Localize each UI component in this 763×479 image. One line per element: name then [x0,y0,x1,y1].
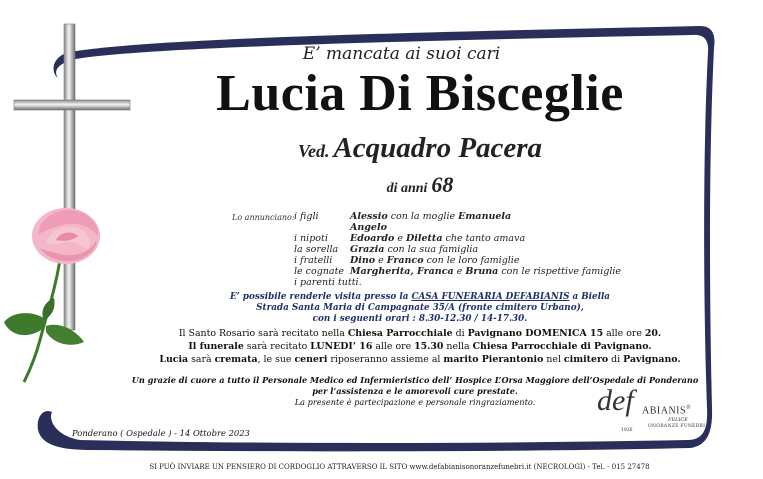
logo-name-text: ABIANIS [642,405,687,417]
announce-label: Lo annunciano: [232,213,295,222]
member-text: e [453,266,466,277]
relation: i nipoti [294,233,328,244]
member-text: con le rispettive famiglie [498,266,622,277]
member-name: Diletta [406,233,443,244]
logo-sub-2: ONORANZE FUNEBRI [648,424,706,429]
list-item [350,233,621,244]
age-value: 68 [431,172,454,197]
visit-line-1 [150,292,690,303]
member-name: Grazia [350,244,385,255]
logo-sub-1: FELICE [668,417,688,423]
list-item [350,255,621,266]
married-surname: Acquadro Pacera [333,132,543,164]
member-name: Dino [350,255,376,266]
family-members [350,211,621,277]
relation: i fratelli [294,255,333,266]
rosary-line: Il Santo Rosario sarà recitato nella Chiesa Parrocchiale di Pavignano DOMENICA 15 alle ore 20. [178,328,662,339]
member-text: che tanto amava [442,233,526,244]
age-prefix: di anni [386,181,428,196]
member-name: Margherita, Franca [350,266,454,277]
relation: i figli [294,211,319,222]
member-text: e [375,255,387,266]
funeral-line: Il funerale sarà recitato LUNEDI’ 16 alle ore 15.30 nella Chiesa Parrocchiale di Pavignano. [188,341,652,352]
logo-name [642,405,691,416]
member-text: con le loro famiglie [423,255,520,266]
visit-text: E’ possibile renderle visita presso la [229,292,412,302]
list-item [350,244,621,255]
list-item [350,211,621,222]
intro-text: E’ mancata ai suoi cari [302,44,501,64]
relation: la sorella [294,244,339,255]
member-text: con la sua famiglia [384,244,479,255]
visit-line-2: Strada Santa Maria di Campagnate 35/A (fronte cimitero Urbano), [256,303,584,313]
relation: le cognate [294,266,345,277]
place-date: Ponderano ( Ospedale ) - 14 Ottobre 2023 [72,428,250,438]
relation: i parenti tutti. [294,277,362,288]
member-name: Edoardo [350,233,395,244]
logo-reg: ® [686,405,692,411]
member-name: Angelo [350,222,387,233]
list-item [350,266,621,277]
member-text: e [394,233,407,244]
footer-text: SI PUÒ INVIARE UN PENSIERO DI CORDOGLIO ATTRAVERSO IL SITO www.defabianisonoranzefunebri.it (NECROLOGI) - Tel. - 015 27478 [149,463,650,471]
member-name: Franco [386,255,424,266]
visit-info [150,292,690,325]
age-line [150,172,690,198]
list-item [350,222,621,233]
rose-icon [0,200,110,385]
deceased-name: Lucia Di Bisceglie [216,65,624,122]
thanks-line-1: Un grazie di cuore a tutto il Personale Medico ed Infermieristico dell’ Hospice L’Orsa Maggiore dell’Ospedale di Ponderano [131,375,699,385]
member-name: Bruna [465,266,499,277]
rites-info [150,327,690,366]
ved-prefix: Ved. [297,141,330,161]
cremation-line: Lucia sarà cremata, le sue ceneri riposeranno assieme al marito Pierantonio nel cimitero di Pavignano. [159,354,681,365]
member-text: con la moglie [387,211,459,222]
logo-year: 1926 [621,428,633,433]
visit-text: a Biella [569,292,611,302]
visit-line-3: con i seguenti orari : 8.30-12.30 / 14-17.30. [312,314,528,324]
funeral-home-name: CASA FUNERARIA DEFABIANIS [411,292,570,302]
thanks-line-3: La presente è partecipazione e personale ringraziamento. [294,397,536,407]
thanks-line-2: per l’assistenza e le amorevoli cure prestate. [312,386,518,396]
widow-line [150,132,690,165]
member-name: Alessio [350,211,388,222]
logo-mark: def [597,384,634,417]
member-name: Emanuela [458,211,512,222]
